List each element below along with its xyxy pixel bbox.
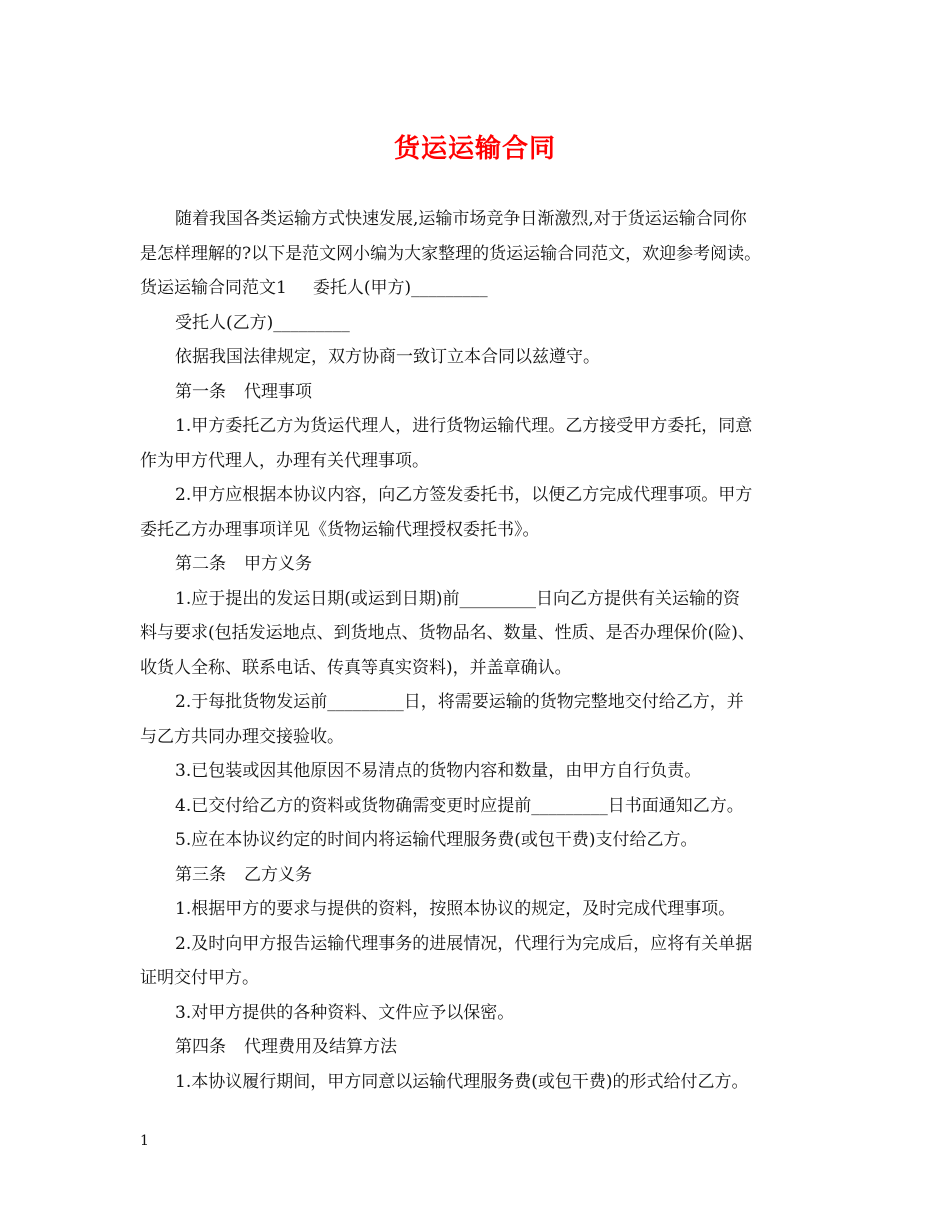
article-2-clause-2-line-2: 与乙方共同办理交接验收。 <box>140 726 344 747</box>
article-4-heading <box>140 1030 820 1065</box>
document-title: 货运运输合同 <box>393 134 556 164</box>
article-3-clause-2-line-2: 证明交付甲方。 <box>140 968 259 988</box>
page-number: 1 <box>140 1133 149 1149</box>
article-3-title: 乙方义务 <box>244 864 312 885</box>
article-3-number: 第三条 <box>175 864 226 885</box>
article-3-clause-2-line-1: 2.及时向甲方报告运输代理事务的进展情况，代理行为完成后，应将有关单据 <box>175 933 753 954</box>
document-body <box>140 202 820 1099</box>
article-2-clause-1-line-1: 1.应于提出的发运日期(或运到日期)前_________日向乙方提供有关运输的资 <box>175 588 740 609</box>
article-1-clause-1-line-1: 1.甲方委托乙方为货运代理人，进行货物运输代理。乙方接受甲方委托，同意 <box>175 416 753 436</box>
article-1-clause-2-line-1: 2.甲方应根据本协议内容，向乙方签发委托书，以便乙方完成代理事项。甲方 <box>175 485 753 505</box>
article-3-heading <box>140 858 820 893</box>
principal-field: 委托人(甲方)_________ <box>312 278 488 298</box>
article-2-clause-5: 5.应在本协议约定的时间内将运输代理服务费(或包干费)支付给乙方。 <box>175 830 698 850</box>
intro-line-1: 随着我国各类运输方式快速发展,运输市场竞争日渐激烈,对于货运运输合同你 <box>175 209 747 229</box>
article-4-title: 代理费用及结算方法 <box>244 1037 397 1057</box>
article-2-clause-4: 4.已交付给乙方的资料或货物确需变更时应提前_________日书面通知乙方。 <box>175 795 744 816</box>
article-4-clause-1: 1.本协议履行期间，甲方同意以运输代理服务费(或包干费)的形式给付乙方。 <box>175 1071 749 1092</box>
article-1-heading <box>140 375 820 410</box>
article-2-clause-3: 3.已包装或因其他原因不易清点的货物内容和数量，由甲方自行负责。 <box>175 761 702 781</box>
article-3-clause-1: 1.根据甲方的要求与提供的资料，按照本协议的规定，及时完成代理事项。 <box>175 899 736 919</box>
article-2-number: 第二条 <box>175 554 226 574</box>
article-4-number: 第四条 <box>175 1037 226 1057</box>
sample-heading-line <box>140 271 820 306</box>
article-2-clause-2-line-1: 2.于每批货物发运前_________日，将需要运输的货物完整地交付给乙方，并 <box>175 692 744 712</box>
article-2-title: 甲方义务 <box>244 554 312 574</box>
article-1-number: 第一条 <box>175 381 226 402</box>
article-1-clause-2-line-2: 委托乙方办理事项详见《货物运输代理授权委托书》。 <box>140 519 540 540</box>
preamble: 依据我国法律规定，双方协商一致订立本合同以兹遵守。 <box>175 347 600 367</box>
intro-line-2: 是怎样理解的?以下是范文网小编为大家整理的货运运输合同范文，欢迎参考阅读。 <box>140 243 762 264</box>
article-2-clause-1-line-3: 收货人全称、联系电话、传真等真实资料)，并盖章确认。 <box>140 657 572 678</box>
article-2-clause-1-line-2: 料与要求(包括发运地点、到货地点、货物品名、数量、性质、是否办理保价(险)、 <box>140 623 755 643</box>
sample-heading: 货运运输合同范文1 <box>140 278 287 298</box>
article-2-heading <box>140 547 820 582</box>
article-3-clause-3: 3.对甲方提供的各种资料、文件应予以保密。 <box>175 1002 515 1023</box>
agent-field: 受托人(乙方)_________ <box>175 312 350 333</box>
article-1-clause-1-line-2: 作为甲方代理人，办理有关代理事项。 <box>140 450 429 471</box>
article-1-title: 代理事项 <box>244 381 312 402</box>
